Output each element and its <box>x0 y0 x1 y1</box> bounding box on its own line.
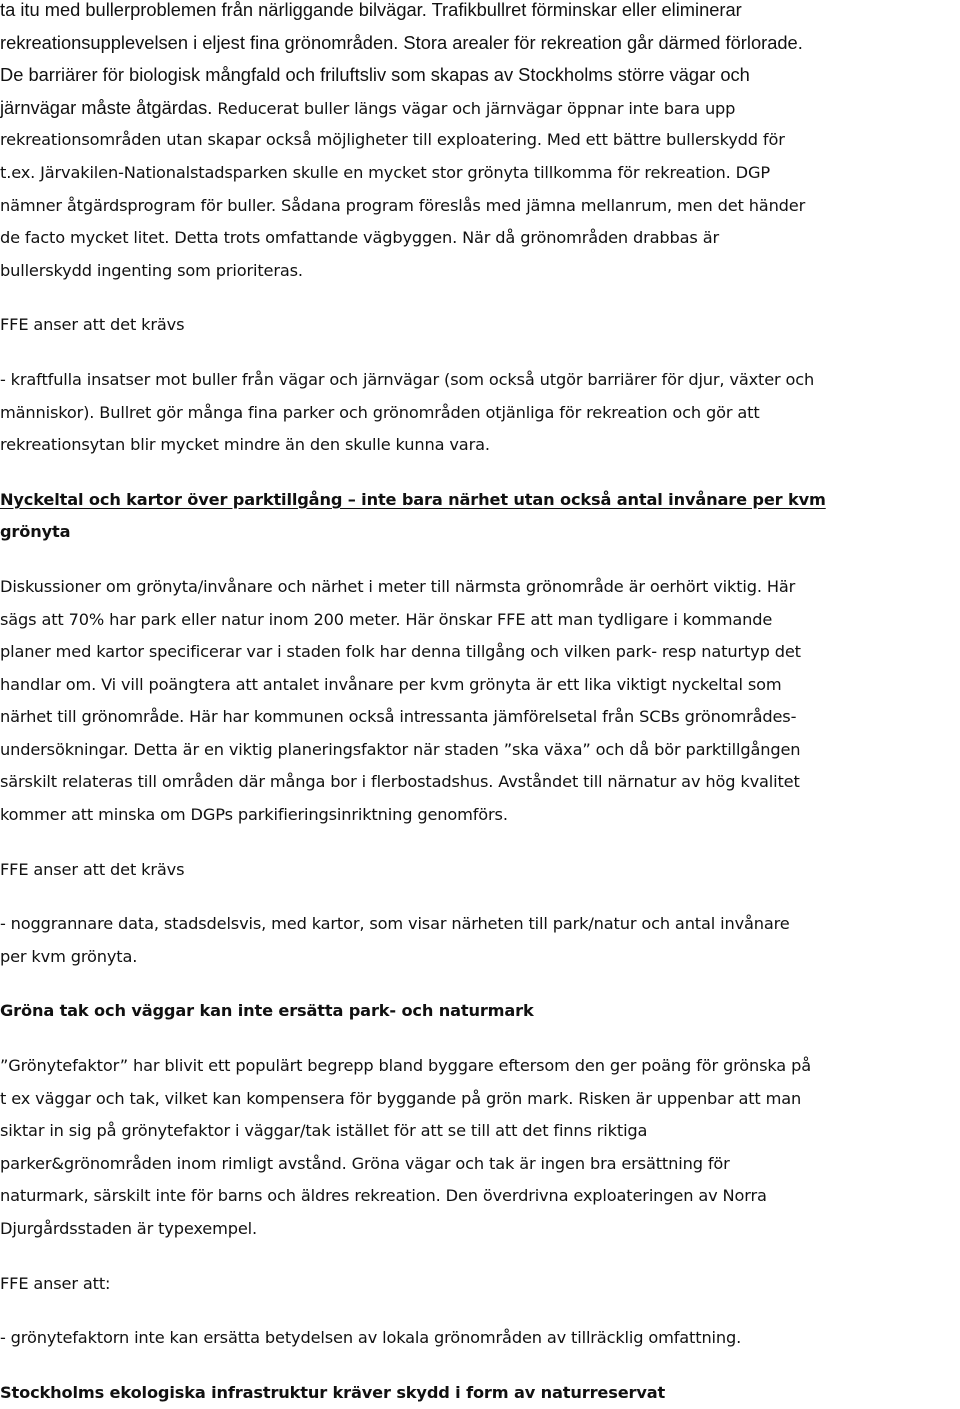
keyfigures-body <box>0 571 954 832</box>
spacer <box>0 462 954 484</box>
demand-line: - grönytefaktorn inte kan ersätta betydelsen av lokala grönområden av tillräcklig omfattning. <box>0 1328 742 1348</box>
spacer <box>0 1300 954 1322</box>
keyfigures-heading <box>0 484 954 549</box>
body-line: t ex väggar och tak, vilket kan kompensera för byggande på grön mark. Risken är uppenbar att man <box>0 1088 802 1108</box>
heading-line <box>0 484 954 517</box>
body-line: närhet till grönområde. Här har kommunen också intressanta jämförelsetal från SCBs grönområdes- <box>0 707 797 727</box>
body-line: Djurgårdsstaden är typexempel. <box>0 1219 257 1238</box>
body-line: planer med kartor specificerar var i staden folk har denna tillgång och vilken park- resp naturtyp det <box>0 642 801 662</box>
body-line: handlar om. Vi vill poängtera att antalet invånare per kvm grönyta är ett lika viktigt nyckeltal som <box>0 674 782 694</box>
intro-line: De barriärer för biologisk mångfald och friluftsliv som skapas av Stockholms större vägar och <box>0 64 750 86</box>
body-line: särskilt relateras till områden där många bor i flerbostadshus. Avståndet till närnatur av hög kvalitet <box>0 772 800 792</box>
intro-line: rekreationsupplevelsen i eljest fina grönområden. Stora arealer för rekreation går därmed förlorade. <box>0 31 803 53</box>
demand-line: - noggrannare data, stadsdelsvis, med kartor, som visar närheten till park/natur och antal invånare <box>0 914 790 934</box>
demand-line: - kraftfulla insatser mot buller från vägar och järnvägar (som också utgör barriärer för djur, växter och <box>0 369 815 389</box>
noise-ffe-label: FFE anser att det krävs <box>0 315 185 335</box>
greenroofs-ffe-label: FFE anser att: <box>0 1273 111 1293</box>
intro-line <box>0 92 954 125</box>
heading-line: grönyta <box>0 522 71 542</box>
spacer <box>0 549 954 571</box>
heading-underlined-text: Nyckeltal och kartor över parktillgång – inte bara närhet utan också antal invånare per kvm <box>0 489 826 509</box>
demand-line: per kvm grönyta. <box>0 946 138 966</box>
spacer <box>0 1028 954 1050</box>
body-line: ”Grönytefaktor” har blivit ett populärt begrepp bland byggare eftersom den ger poäng för grönska på <box>0 1056 811 1076</box>
body-line: kommer att minska om DGPs parkifieringsinriktning genomförs. <box>0 805 508 825</box>
intro-line-head: järnvägar måste åtgärdas. <box>0 96 213 118</box>
greenroofs-body <box>0 1050 954 1246</box>
intro-line: nämner åtgärdsprogram för buller. Sådana program föreslås med jämna mellanrum, men det händer <box>0 195 806 215</box>
spacer <box>0 287 954 309</box>
keyfigures-ffe-label: FFE anser att det krävs <box>0 859 185 879</box>
intro-line: ta itu med bullerproblemen från närliggande bilvägar. Trafikbullret förminskar eller eliminerar <box>0 0 742 20</box>
intro-line: t.ex. Järvakilen-Nationalstadsparken skulle en mycket stor grönyta tillkomma för rekreation. DGP <box>0 162 770 182</box>
intro-line: bullerskydd ingenting som prioriteras. <box>0 260 303 280</box>
body-line: parker&grönområden inom rimligt avstånd. Gröna vägar och tak är ingen bra ersättning för <box>0 1153 730 1173</box>
greenroofs-demand <box>0 1322 954 1355</box>
body-line: undersökningar. Detta är en viktig planeringsfaktor när staden ”ska växa” och då bör parktillgången <box>0 739 801 759</box>
keyfigures-demand <box>0 908 954 973</box>
intro-line: de facto mycket litet. Detta trots omfattande vägbyggen. När då grönområden drabbas är <box>0 228 719 248</box>
spacer <box>0 832 954 854</box>
spacer <box>0 342 954 364</box>
body-line: naturmark, särskilt inte för barns och äldres rekreation. Den överdrivna exploateringen av Norra <box>0 1186 767 1206</box>
demand-line: rekreationsytan blir mycket mindre än den skulle kunna vara. <box>0 435 490 455</box>
spacer <box>0 1355 954 1377</box>
noise-demand <box>0 364 954 462</box>
intro-paragraph-sans <box>0 0 954 124</box>
spacer <box>0 886 954 908</box>
body-line: siktar in sig på grönytefaktor i väggar/tak istället för att se till att det finns riktiga <box>0 1121 648 1141</box>
intro-line: rekreationsområden utan skapar också möjligheter till exploatering. Med ett bättre bullerskydd för <box>0 130 785 150</box>
demand-line: människor). Bullret gör många fina parker och grönområden otjänliga för rekreation och gör att <box>0 402 760 422</box>
infrastructure-heading: Stockholms ekologiska infrastruktur kräver skydd i form av naturreservat <box>0 1382 666 1402</box>
greenroofs-heading: Gröna tak och väggar kan inte ersätta park- och naturmark <box>0 1001 534 1021</box>
spacer <box>0 973 954 995</box>
body-line: sägs att 70% har park eller natur inom 200 meter. Här önskar FFE att man tydligare i kommande <box>0 609 773 629</box>
intro-line-tail: Reducerat buller längs vägar och järnvägar öppnar inte bara upp <box>212 98 736 118</box>
body-line: Diskussioner om grönyta/invånare och närhet i meter till närmsta grönområde är oerhört viktig. Här <box>0 576 796 596</box>
intro-paragraph <box>0 124 954 287</box>
spacer <box>0 1246 954 1268</box>
